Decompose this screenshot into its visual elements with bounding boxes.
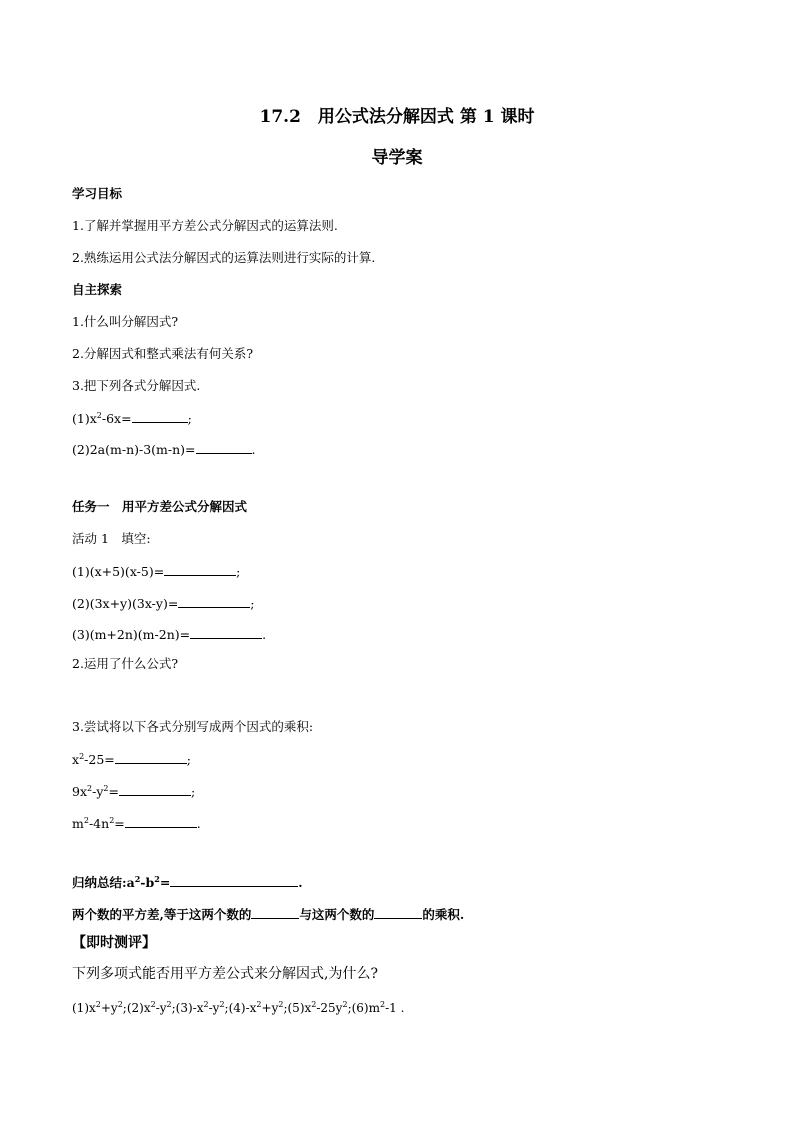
exponent: 2: [203, 1000, 209, 1009]
answer-blank[interactable]: [125, 815, 197, 828]
fill-item-2: [72, 595, 255, 612]
section-heading-goals: 学习目标: [72, 186, 123, 201]
summary-label: 归纳总结:a: [72, 875, 135, 890]
expr-part: -b: [140, 875, 155, 890]
expr-part: (3)(m+2n)(m-2n)=: [72, 627, 191, 642]
rule-text: 的乘积.: [422, 907, 465, 922]
expr-part: =: [159, 875, 171, 890]
expr-part: -25=: [84, 752, 115, 767]
section-heading-test: 【即时测评】: [72, 935, 156, 951]
punctuation: .: [196, 816, 201, 831]
answer-blank[interactable]: [190, 626, 262, 639]
expr-part: (2)2a(m-n)-3(m-n)=: [72, 442, 196, 457]
exponent: 2: [311, 1000, 317, 1009]
section-heading-task1: 任务一 用平方差公式分解因式: [72, 499, 248, 514]
option-part: -y: [155, 1001, 167, 1015]
answer-blank[interactable]: [170, 874, 298, 887]
exponent: 2: [134, 873, 141, 884]
answer-blank[interactable]: [374, 906, 422, 919]
punctuation: ;: [187, 411, 192, 426]
exponent: 2: [154, 873, 160, 884]
answer-blank[interactable]: [115, 751, 187, 764]
option-part: ;(6)m: [347, 1001, 380, 1015]
punctuation: .: [262, 627, 267, 642]
page-subtitle: 导学案: [371, 148, 423, 168]
expr-part: (1)(x+5)(x-5)=: [72, 564, 165, 579]
exponent: 2: [166, 1000, 172, 1009]
exponent: 2: [109, 815, 115, 825]
option-part: -25y: [316, 1001, 343, 1015]
goal-item-2: 2.熟练运用公式法分解因式的运算法则进行实际的计算.: [72, 250, 376, 265]
expr-part: =: [108, 784, 119, 799]
exponent: 2: [87, 783, 93, 793]
punctuation: ;: [236, 564, 241, 579]
product-item-1: [72, 751, 191, 768]
explore-question-3: 3.把下列各式分解因式.: [72, 378, 201, 393]
exponent: 2: [342, 1000, 348, 1009]
test-question: 下列多项式能否用平方差公式来分解因式,为什么?: [72, 966, 378, 982]
task1-question-3: 3.尝试将以下各式分别写成两个因式的乘积:: [72, 719, 314, 734]
punctuation: .: [251, 442, 256, 457]
expr-part: =: [114, 816, 125, 831]
fill-item-1: [72, 563, 240, 580]
task1-question-2: 2.运用了什么公式?: [72, 656, 179, 671]
exponent: 2: [256, 1000, 262, 1009]
section-heading-explore: 自主探索: [72, 282, 123, 297]
exponent: 2: [79, 751, 85, 761]
activity-1-label: 活动 1 填空:: [72, 531, 151, 546]
exponent: 2: [103, 783, 109, 793]
option-part: ;(4)-x: [224, 1001, 257, 1015]
answer-blank[interactable]: [196, 441, 252, 454]
product-item-2: [72, 783, 195, 800]
expr-part: -6x=: [101, 411, 132, 426]
exponent: 2: [117, 1000, 123, 1009]
product-item-3: [72, 815, 201, 832]
expr-part: 9x: [72, 784, 88, 799]
option-part: -1 .: [385, 1001, 405, 1015]
explore-question-2: 2.分解因式和整式乘法有何关系?: [72, 346, 254, 361]
test-options: [72, 1000, 404, 1016]
punctuation: ;: [190, 784, 196, 799]
option-part: ;(2)x: [122, 1001, 151, 1015]
answer-blank[interactable]: [132, 410, 188, 423]
punctuation: ;: [250, 596, 255, 611]
answer-blank[interactable]: [251, 906, 299, 919]
exponent: 2: [95, 1000, 101, 1009]
option-part: +y: [100, 1001, 118, 1015]
exponent: 2: [379, 1000, 386, 1009]
option-part: -y: [208, 1001, 220, 1015]
explore-exercise-1: [72, 410, 192, 427]
rule-text: 两个数的平方差,等于这两个数的: [72, 907, 252, 922]
page-title: 17.2 用公式法分解因式 第 1 课时: [259, 107, 535, 127]
summary-rule: [72, 906, 464, 923]
exponent: 2: [83, 815, 89, 825]
punctuation: .: [298, 875, 303, 890]
punctuation: ;: [186, 752, 191, 767]
exponent: 2: [150, 1000, 156, 1009]
expr-part: (1)x: [72, 411, 97, 426]
expr-part: (2)(3x+y)(3x-y)=: [72, 596, 179, 611]
option-part: (1)x: [72, 1001, 96, 1015]
rule-text: 与这两个数的: [299, 907, 375, 922]
exponent: 2: [219, 1000, 225, 1009]
goal-item-1: 1.了解并掌握用平方差公式分解因式的运算法则.: [72, 218, 338, 233]
expr-part: m: [72, 816, 84, 831]
explore-question-1: 1.什么叫分解因式?: [72, 314, 179, 329]
answer-blank[interactable]: [178, 595, 250, 608]
expr-part: x: [72, 752, 80, 767]
option-part: +y: [261, 1001, 279, 1015]
option-part: ;(5)x: [283, 1001, 312, 1015]
exponent: 2: [96, 410, 102, 420]
option-part: ;(3)-x: [171, 1001, 204, 1015]
summary-formula: [72, 874, 303, 891]
answer-blank[interactable]: [164, 563, 236, 576]
explore-exercise-2: [72, 441, 256, 458]
answer-blank[interactable]: [119, 783, 191, 796]
exponent: 2: [278, 1000, 284, 1009]
expr-part: -y: [92, 784, 104, 799]
fill-item-3: [72, 626, 266, 643]
expr-part: -4n: [88, 816, 110, 831]
